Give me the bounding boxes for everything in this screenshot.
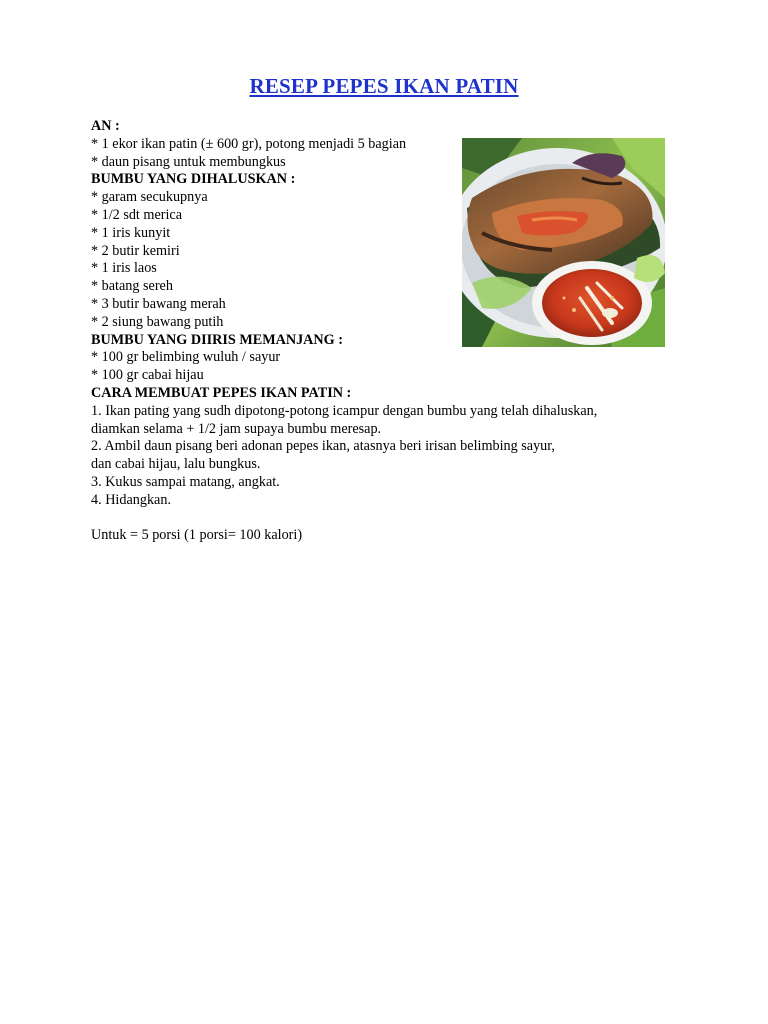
- ground-spice-line: * 1/2 sdt merica: [91, 206, 183, 223]
- method-heading: CARA MEMBUAT PEPES IKAN PATIN :: [91, 384, 352, 401]
- ground-spice-line: * 2 butir kemiri: [91, 242, 180, 259]
- ground-spice-line: * garam secukupnya: [91, 189, 208, 206]
- sliced-spice-line: * 100 gr cabai hijau: [91, 367, 204, 384]
- recipe-title: RESEP PEPES IKAN PATIN: [249, 74, 519, 98]
- method-line: 1. Ikan pating yang sudh dipotong-potong icampur dengan bumbu yang telah dihaluskan,: [91, 402, 598, 419]
- method-line: 3. Kukus sampai matang, angkat.: [91, 473, 280, 490]
- method-line: 2. Ambil daun pisang beri adonan pepes ikan, atasnya beri irisan belimbing sayur,: [91, 438, 555, 455]
- servings-note: Untuk = 5 porsi (1 porsi= 100 kalori): [91, 527, 303, 544]
- ground-spice-line: * 2 siung bawang putih: [91, 313, 224, 330]
- ingredients-heading: AN :: [91, 118, 120, 134]
- ground-spice-line: * 3 butir bawang merah: [91, 295, 226, 312]
- pepes-ikan-photo: [462, 138, 665, 347]
- sliced-spices-heading: BUMBU YANG DIIRIS MEMANJANG :: [91, 331, 343, 348]
- ground-spice-line: * 1 iris kunyit: [91, 224, 171, 241]
- ground-spice-line: * batang sereh: [91, 278, 173, 295]
- ingredient-line: * 1 ekor ikan patin (± 600 gr), potong menjadi 5 bagian: [91, 135, 407, 152]
- method-line: dan cabai hijau, lalu bungkus.: [91, 456, 261, 473]
- method-line: diamkan selama + 1/2 jam supaya bumbu meresap.: [91, 420, 382, 437]
- ground-spices-heading: BUMBU YANG DIHALUSKAN :: [91, 171, 296, 188]
- method-line: 4. Hidangkan.: [91, 491, 171, 508]
- sliced-spice-line: * 100 gr belimbing wuluh / sayur: [91, 349, 281, 366]
- ground-spice-line: * 1 iris laos: [91, 260, 157, 277]
- ingredient-line: * daun pisang untuk membungkus: [91, 153, 286, 170]
- blank-line: [91, 510, 651, 528]
